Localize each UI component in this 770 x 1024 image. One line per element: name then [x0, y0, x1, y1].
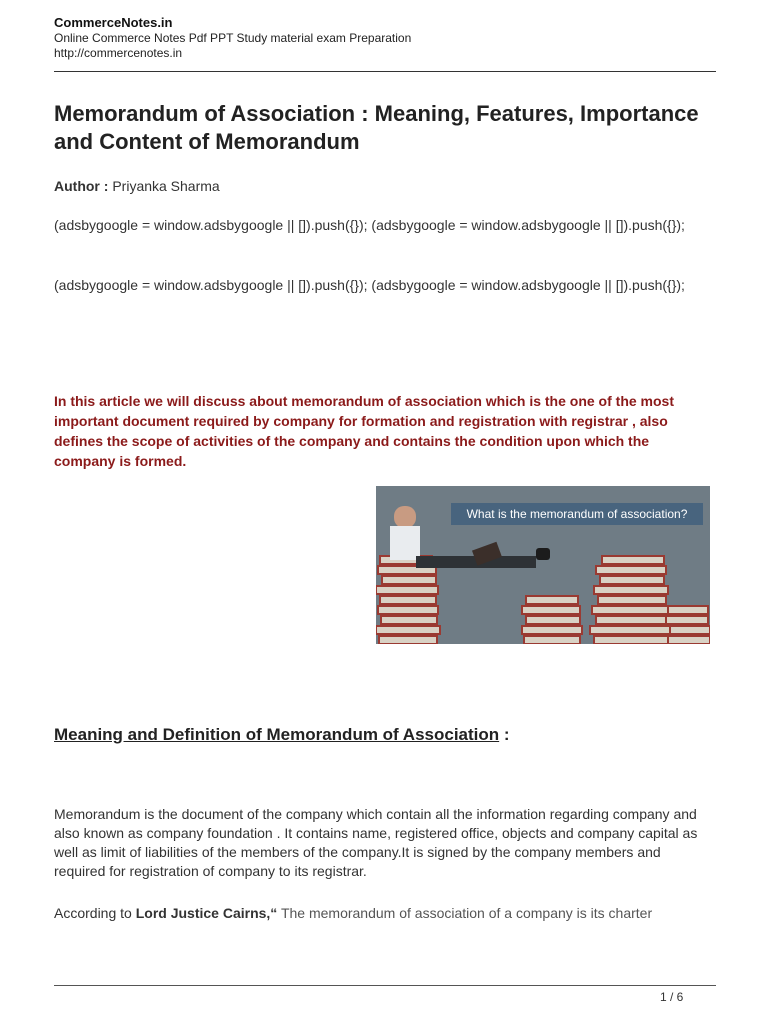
- section-heading-suffix: :: [499, 725, 510, 744]
- footer-divider: [54, 985, 716, 986]
- document-header: [54, 15, 716, 61]
- section-heading-text: Meaning and Definition of Memorandum of Association: [54, 725, 500, 744]
- section-heading: [54, 724, 510, 746]
- article-title: Memorandum of Association : Meaning, Features, Importance and Content of Memorandum: [54, 101, 699, 154]
- definition-paragraph: Memorandum is the document of the company which contain all the information regarding company and also known as company foundation . It contains name, registered office, objects and company capital as well as limit of liabilities of the members of the company.It is signed by the company members and required for registration of company to its registrar.: [54, 806, 698, 879]
- ad-code-text: (adsbygoogle = window.adsbygoogle || []).push({}); (adsbygoogle = window.adsbygoogle || []).push({});: [54, 217, 685, 233]
- quote-paragraph: [54, 904, 714, 923]
- figure-caption: What is the memorandum of association?: [451, 503, 703, 525]
- author-line: [54, 177, 220, 195]
- site-url[interactable]: http://commercenotes.in: [54, 46, 183, 60]
- quote-text: The memorandum of association of a company is its charter: [277, 905, 653, 921]
- author-label: Author :: [54, 178, 109, 194]
- site-name: CommerceNotes.in: [54, 15, 173, 30]
- page-number: 1 / 6: [660, 990, 684, 1004]
- header-divider: [54, 71, 716, 72]
- article-figure: [376, 486, 710, 644]
- site-tagline: Online Commerce Notes Pdf PPT Study material exam Preparation: [54, 31, 412, 45]
- ad-code-text: (adsbygoogle = window.adsbygoogle || []).push({}); (adsbygoogle = window.adsbygoogle || []).push({});: [54, 277, 685, 293]
- quote-source: Lord Justice Cairns,“: [135, 905, 278, 921]
- quote-lead: According to: [54, 905, 136, 921]
- article-intro: In this article we will discuss about memorandum of association which is the one of the most important document required by company for formation and registration with registrar , also defines the scope of activities of the company and contains the condition upon which the company is formed.: [54, 393, 674, 469]
- author-name: Priyanka Sharma: [108, 178, 220, 194]
